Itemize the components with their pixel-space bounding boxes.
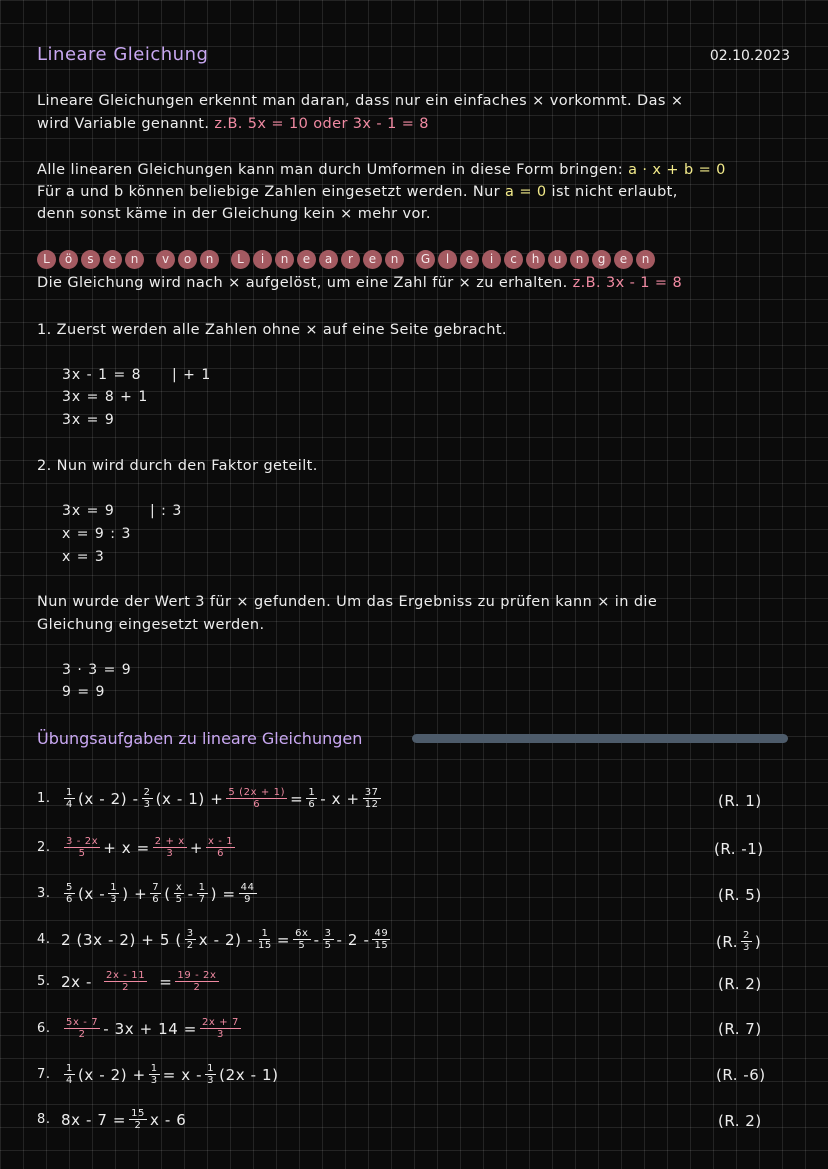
heading-letter-bubble: n xyxy=(275,250,294,269)
heading-letter-bubble: v xyxy=(156,250,175,269)
heading-underline-bar xyxy=(412,734,788,743)
check-eq-2: 9 = 9 xyxy=(62,684,106,700)
exercise-7: 7. $\frac{1}{4}$ (x - 2) + $\frac{1}{3}$ = x - $\frac{1}{3}$ (2x - 1) xyxy=(37,1063,279,1086)
form-a-zero: a = 0 xyxy=(505,184,547,200)
heading-letter-bubble: ö xyxy=(59,250,78,269)
heading-letter-bubble: i xyxy=(253,250,272,269)
heading-letter-bubble: e xyxy=(297,250,316,269)
exercise-number: 1. xyxy=(37,791,51,806)
step2-text: 2. Nun wird durch den Faktor geteilt. xyxy=(37,458,318,474)
step2-eq-3: x = 3 xyxy=(62,549,105,565)
result-3: (R. 5) xyxy=(718,886,762,904)
result-8: (R. 2) xyxy=(718,1112,762,1130)
exercise-number: 6. xyxy=(37,1021,51,1036)
heading-letter-bubble: r xyxy=(341,250,360,269)
step2-eq-1: 3x = 9 xyxy=(62,503,115,519)
section-heading xyxy=(37,250,655,269)
exercise-5: 5. 2x - $\frac{2x - 11}{2}$ = $\frac{19 - 2x}{2}$ xyxy=(37,970,217,993)
form-text: Alle linearen Gleichungen kann man durch Umformen in diese Form bringen: xyxy=(37,162,624,178)
heading-letter-bubble: l xyxy=(438,250,457,269)
heading-letter-bubble: h xyxy=(526,250,545,269)
heading-letter-bubble: g xyxy=(592,250,611,269)
page-title: Lineare Gleichung xyxy=(37,44,209,65)
intro-text: wird Variable genannt. xyxy=(37,116,210,132)
solve-line xyxy=(37,275,682,291)
page-date: 02.10.2023 xyxy=(709,48,790,64)
solve-example: z.B. 3x - 1 = 8 xyxy=(572,275,683,291)
exercise-number: 5. xyxy=(37,974,51,989)
form-line-2 xyxy=(37,184,678,200)
solve-text: Die Gleichung wird nach × aufgelöst, um eine Zahl für × zu erhalten. xyxy=(37,275,568,291)
exercise-3: 3. $\frac{5}{6}$ (x - $\frac{1}{3}$ ) + $\frac{7}{6}$ ( $\frac{x}{5}$ - $\frac{1}{7}$ ) = $\frac{44}{9}$ xyxy=(37,882,255,905)
heading-letter-bubble: s xyxy=(81,250,100,269)
heading-letter-bubble: G xyxy=(416,250,435,269)
heading-space xyxy=(222,250,228,269)
exercise-number: 3. xyxy=(37,886,51,901)
check-line-1: Nun wurde der Wert 3 für × gefunden. Um das Ergebniss zu prüfen kann × in die xyxy=(37,594,658,610)
form-text-2a: Für a und b können beliebige Zahlen eingesetzt werden. Nur xyxy=(37,184,506,200)
heading-space xyxy=(407,250,413,269)
result-4: (R. $\frac{2}{3}$ ) xyxy=(716,930,762,953)
heading-letter-bubble: e xyxy=(103,250,122,269)
step1-text: 1. Zuerst werden alle Zahlen ohne × auf eine Seite gebracht. xyxy=(37,322,507,338)
intro-line-1: Lineare Gleichungen erkennt man daran, dass nur ein einfaches × vorkommt. Das × xyxy=(37,93,684,109)
heading-letter-bubble: L xyxy=(37,250,56,269)
check-eq-1: 3 · 3 = 9 xyxy=(62,662,132,678)
exercise-number: 8. xyxy=(37,1112,51,1127)
heading-letter-bubble: e xyxy=(460,250,479,269)
step2-eq-2: x = 9 : 3 xyxy=(62,526,132,542)
exercises-heading: Übungsaufgaben zu lineare Gleichungen xyxy=(37,729,363,748)
result-7: (R. -6) xyxy=(716,1066,766,1084)
exercise-6: 6. $\frac{5x - 7}{2}$ - 3x + 14 = $\frac{2x + 7}{3}$ xyxy=(37,1017,239,1040)
exercise-4: 4. 2 (3x - 2) + 5 ( $\frac{3}{2}$ x - 2) - $\frac{1}{15}$ = $\frac{6x}{5}$ - $\frac{3}{5}$ - 2 - $\frac{49}{15}$ xyxy=(37,928,389,951)
heading-letter-bubble: n xyxy=(125,250,144,269)
heading-letter-bubble: o xyxy=(178,250,197,269)
general-form: a · x + b = 0 xyxy=(628,162,726,178)
result-1: (R. 1) xyxy=(718,792,762,810)
heading-letter-bubble: n xyxy=(570,250,589,269)
heading-letter-bubble: n xyxy=(636,250,655,269)
form-line-1 xyxy=(37,162,726,178)
step1-eq-2: 3x = 8 + 1 xyxy=(62,389,149,405)
heading-letter-bubble: n xyxy=(200,250,219,269)
heading-letter-bubble: n xyxy=(385,250,404,269)
form-text-2c: ist nicht erlaubt, xyxy=(546,184,678,200)
exercise-2: 2. $\frac{3 - 2x}{5}$ + x = $\frac{2 + x}{3}$ + $\frac{x - 1}{6}$ xyxy=(37,836,234,859)
step2-op: | : 3 xyxy=(150,503,183,519)
heading-space xyxy=(147,250,153,269)
heading-letter-bubble: L xyxy=(231,250,250,269)
step1-op: | + 1 xyxy=(172,367,212,383)
intro-line-2 xyxy=(37,116,429,132)
result-2: (R. -1) xyxy=(714,840,764,858)
heading-letter-bubble: c xyxy=(504,250,523,269)
heading-letter-bubble: i xyxy=(482,250,501,269)
heading-letter-bubble: a xyxy=(319,250,338,269)
result-5: (R. 2) xyxy=(718,975,762,993)
exercise-number: 4. xyxy=(37,932,51,947)
check-line-2: Gleichung eingesetzt werden. xyxy=(37,617,265,633)
heading-letter-bubble: e xyxy=(363,250,382,269)
exercise-number: 7. xyxy=(37,1067,51,1082)
exercise-8: 8. 8x - 7 = $\frac{15}{2}$ x - 6 xyxy=(37,1108,187,1131)
exercise-1: 1. $\frac{1}{4}$ (x - 2) - $\frac{2}{3}$ (x - 1) + $\frac{5 (2x + 1)}{6}$ = $\frac{1}{6}$ - x + $\frac{37}{12}$ xyxy=(37,787,379,810)
form-line-3: denn sonst käme in der Gleichung kein × mehr vor. xyxy=(37,206,431,222)
exercise-number: 2. xyxy=(37,840,51,855)
result-6: (R. 7) xyxy=(718,1020,762,1038)
heading-letter-bubble: u xyxy=(548,250,567,269)
step1-eq-3: 3x = 9 xyxy=(62,412,115,428)
step1-eq-1: 3x - 1 = 8 xyxy=(62,367,142,383)
heading-letter-bubble: e xyxy=(614,250,633,269)
intro-example: z.B. 5x = 10 oder 3x - 1 = 8 xyxy=(214,116,429,132)
